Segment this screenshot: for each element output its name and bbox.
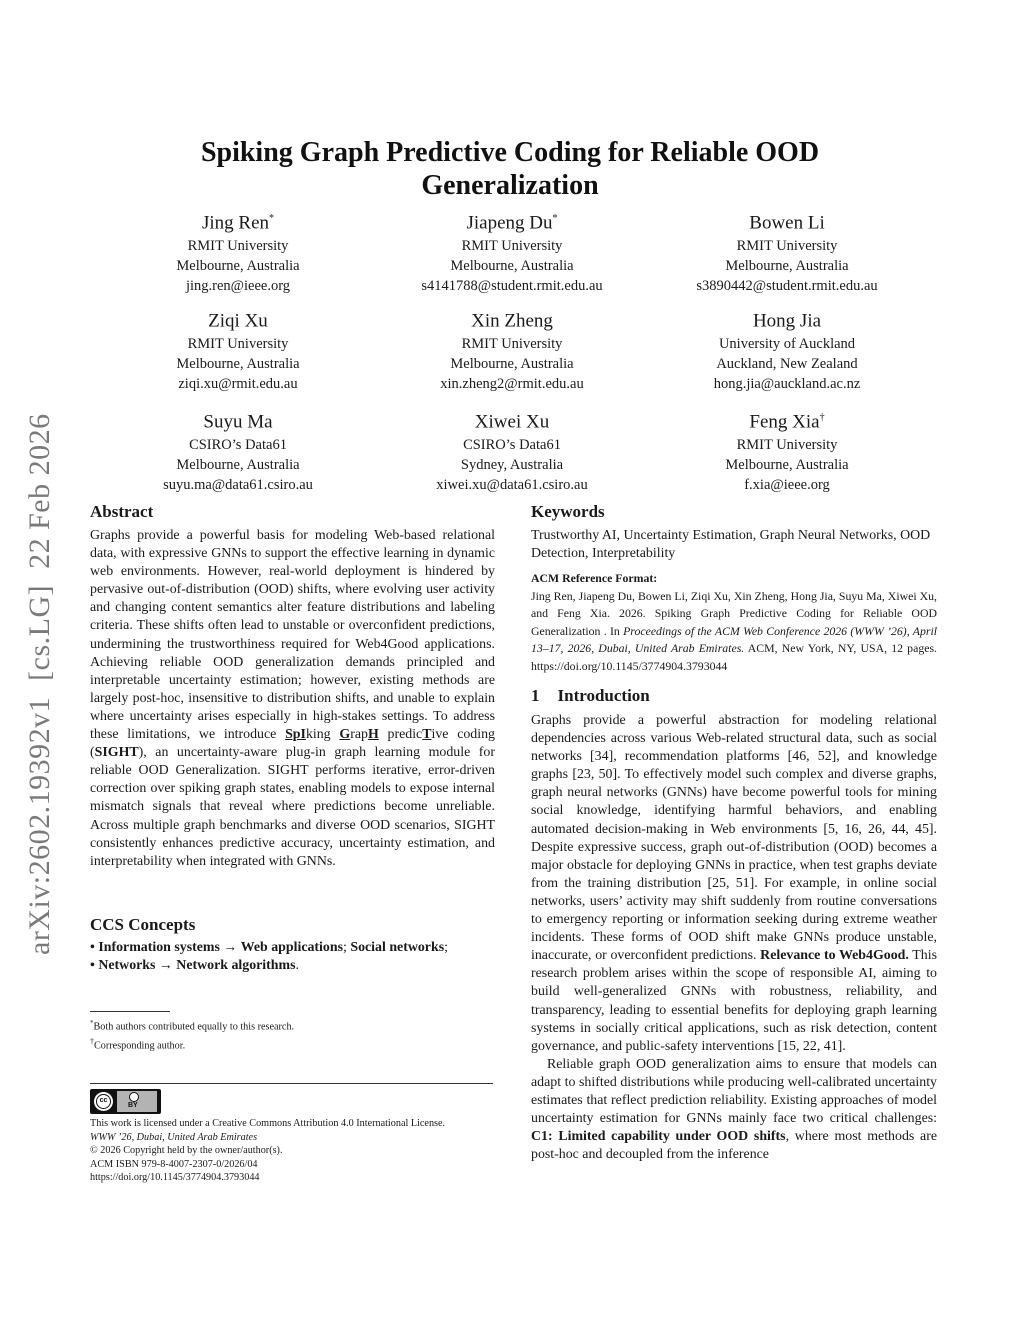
author-location: Sydney, Australia <box>460 457 564 474</box>
abstract-section <box>90 502 495 871</box>
author-affiliation: RMIT University <box>461 336 563 353</box>
arxiv-identifier: arXiv:2602.19392v1 [cs.LG] 22 Feb 2026 <box>23 413 56 955</box>
conference-venue: WWW ’26, Dubai, United Arab Emirates <box>90 1131 258 1143</box>
author-email[interactable]: xin.zheng2@rmit.edu.au <box>440 376 584 393</box>
cc-by-license-logo <box>90 1089 161 1114</box>
ccs-line-1: • Information systems → Web applications; Social networks; <box>90 940 448 955</box>
author-name: Ziqi Xu <box>208 310 268 332</box>
intro-paragraph-2: Reliable graph OOD generalization aims to ensure that models can adapt to shifted distributions while producing well-calibrated uncertainty estimates that reflect prediction reliability. Existing approaches of model uncertainty estimation for GNNs mainly face two critical challenges: C1: Limited capability under OOD shifts, where most methods are post-hoc and decoupled from the inference <box>531 1056 937 1163</box>
by-icon: BY <box>117 1091 157 1112</box>
author-name: Xiwei Xu <box>474 411 550 433</box>
license-statement: This work is licensed under a Creative Commons Attribution 4.0 International License. <box>90 1118 446 1129</box>
author-email[interactable]: jing.ren@ieee.org <box>185 278 291 295</box>
footnote-corresponding: †Corresponding author. <box>90 1037 186 1052</box>
author-affiliation: CSIRO’s Data61 <box>463 437 561 454</box>
author-location: Melbourne, Australia <box>176 457 300 474</box>
abstract-text: Graphs provide a powerful basis for modeling Web-based relational data, with expressive GNNs to support the effective learning in dynamic web environments. However, real-world deployment is hindered by pervasive out-of-distribution (OOD) shifts, where evolving user activity and changing content semantics alter feature distributions and labeling criteria. These shifts often lead to unstable or overconfident predictions, undermining the trustworthiness required for Web4Good applications. Achieving reliable OOD generalization demands principled and interpretable uncertainty estimation; however, existing methods are largely post-hoc, insensitive to distribution shifts, and unable to explain where uncertainty arises especially in high-stakes settings. To address these limitations, we introduce SpIking GrapH predicTive coding (SIGHT), an uncertainty-aware plug-in graph learning module for reliable OOD Generalization. SIGHT performs iterative, error-driven correction over spiking graph states, enabling models to expose internal mismatch signals that reveal where predictions become unreliable. Across multiple graph benchmarks and diverse OOD scenarios, SIGHT consistently enhances predictive accuracy, uncertainty estimation, and interpretability when integrated with GNNs. <box>90 528 496 869</box>
author-name: Jing Ren* <box>201 212 275 234</box>
keywords-heading: Keywords <box>531 502 605 521</box>
author-name: Hong Jia <box>752 310 822 332</box>
doi-link[interactable]: https://doi.org/10.1145/3774904.3793044 <box>90 1172 260 1183</box>
author-location: Melbourne, Australia <box>725 457 849 474</box>
isbn: ACM ISBN 979-8-4007-2307-0/2026/04 <box>90 1158 258 1170</box>
author-affiliation: RMIT University <box>736 238 838 255</box>
author-email[interactable]: s4141788@student.rmit.edu.au <box>421 278 603 295</box>
author-name: Bowen Li <box>749 212 825 234</box>
author-email[interactable]: hong.jia@auckland.ac.nz <box>713 376 861 393</box>
abstract-heading: Abstract <box>90 502 154 521</box>
author-affiliation: RMIT University <box>736 437 838 454</box>
acm-reference-heading: ACM Reference Format: <box>531 571 658 585</box>
author-name: Feng Xia† <box>749 411 825 433</box>
license-divider <box>90 1083 493 1084</box>
author-name: Jiapeng Du* <box>466 212 558 234</box>
copyright: © 2026 Copyright held by the owner/author(s). <box>90 1145 283 1156</box>
paper-title <box>120 136 900 202</box>
author-email[interactable]: ziqi.xu@rmit.edu.au <box>178 376 298 393</box>
author-card <box>98 405 378 495</box>
keywords-text: Trustworthy AI, Uncertainty Estimation, Graph Neural Networks, OOD Detection, Interpretability <box>531 528 931 562</box>
intro-paragraph-1: Graphs provide a powerful abstraction for modeling relational dependencies across various Web-related structural data, such as social networks [34], recommendation platforms [46, 52], and knowledge graphs [23, 50]. To effectively model such complex and diverse graphs, graph neural networks (GNNs) have become powerful tools for mining social knowledge, identifying harmful behaviors, and enabling automated decision-making in Web environments [5, 16, 26, 44, 45]. Despite expressive success, graph out-of-distribution (OOD) becomes a major obstacle for deploying GNNs in practice, when test graphs deviate from the training distribution [25, 51]. For example, in online social networks, users’ activity may shift suddenly from routine conversations to emergency reporting or information seeking during extreme weather incidents. These forms of OOD shift make GNNs produce unstable, inaccurate, or overconfident predictions. Relevance to Web4Good. This research problem arises within the scope of responsible AI, aiming to build well-generalized GNNs with robustness, reliability, and transparency, leading to essential benefits for deploying graph learning systems in socially critical applications, such as risk detection, content governance, and public-safety interventions [15, 22, 41]. <box>531 713 937 1054</box>
author-card <box>372 206 652 296</box>
author-location: Melbourne, Australia <box>176 258 300 275</box>
author-affiliation: University of Auckland <box>718 336 856 353</box>
author-card <box>647 405 927 495</box>
author-email[interactable]: s3890442@student.rmit.edu.au <box>696 278 878 295</box>
author-email[interactable]: f.xia@ieee.org <box>744 477 830 494</box>
author-card <box>647 304 927 394</box>
footnotes <box>90 1016 495 1054</box>
keywords-section <box>531 502 937 563</box>
introduction-section <box>531 686 937 1164</box>
author-affiliation: RMIT University <box>187 336 289 353</box>
cc-icon: cc <box>94 1092 113 1111</box>
ccs-concepts-section <box>90 915 495 975</box>
author-card <box>647 206 927 296</box>
author-card <box>372 304 652 394</box>
introduction-heading: 1 Introduction <box>531 686 650 705</box>
author-location: Melbourne, Australia <box>725 258 849 275</box>
author-location: Melbourne, Australia <box>450 356 574 373</box>
author-location: Melbourne, Australia <box>176 356 300 373</box>
author-location: Melbourne, Australia <box>450 258 574 275</box>
footnote-equal-contribution: *Both authors contributed equally to this research. <box>90 1019 295 1033</box>
acm-reference-text: Jing Ren, Jiapeng Du, Bowen Li, Ziqi Xu, Xin Zheng, Hong Jia, Suyu Ma, Xiwei Xu, and Feng Xia. 2026. Spiking Graph Predictive Coding for Reliable OOD Generalization . In Proceedings of the ACM Web Conference 2026 (WWW ’26), April 13–17, 2026, Dubai, United Arab Emirates. ACM, New York, NY, USA, 12 pages. https://doi.org/10.1145/3774904.3793044 <box>531 588 937 673</box>
author-location: Auckland, New Zealand <box>716 356 858 373</box>
author-card <box>98 304 378 394</box>
author-card <box>98 206 378 296</box>
title-line-1: Spiking Graph Predictive Coding for Reliable OOD <box>200 137 820 168</box>
author-card <box>372 405 652 495</box>
author-affiliation: CSIRO’s Data61 <box>189 437 287 454</box>
author-affiliation: RMIT University <box>461 238 563 255</box>
author-email[interactable]: xiwei.xu@data61.csiro.au <box>436 477 588 494</box>
footnote-divider <box>90 1011 170 1012</box>
author-name: Xin Zheng <box>471 310 553 332</box>
ccs-heading: CCS Concepts <box>90 915 196 934</box>
acm-reference-section <box>531 570 937 675</box>
author-affiliation: RMIT University <box>187 238 289 255</box>
author-email[interactable]: suyu.ma@data61.csiro.au <box>163 477 313 494</box>
author-name: Suyu Ma <box>203 411 273 433</box>
ccs-line-2: • Networks → Network algorithms. <box>90 958 299 974</box>
title-line-2: Generalization <box>421 170 599 201</box>
license-text <box>90 1117 495 1185</box>
